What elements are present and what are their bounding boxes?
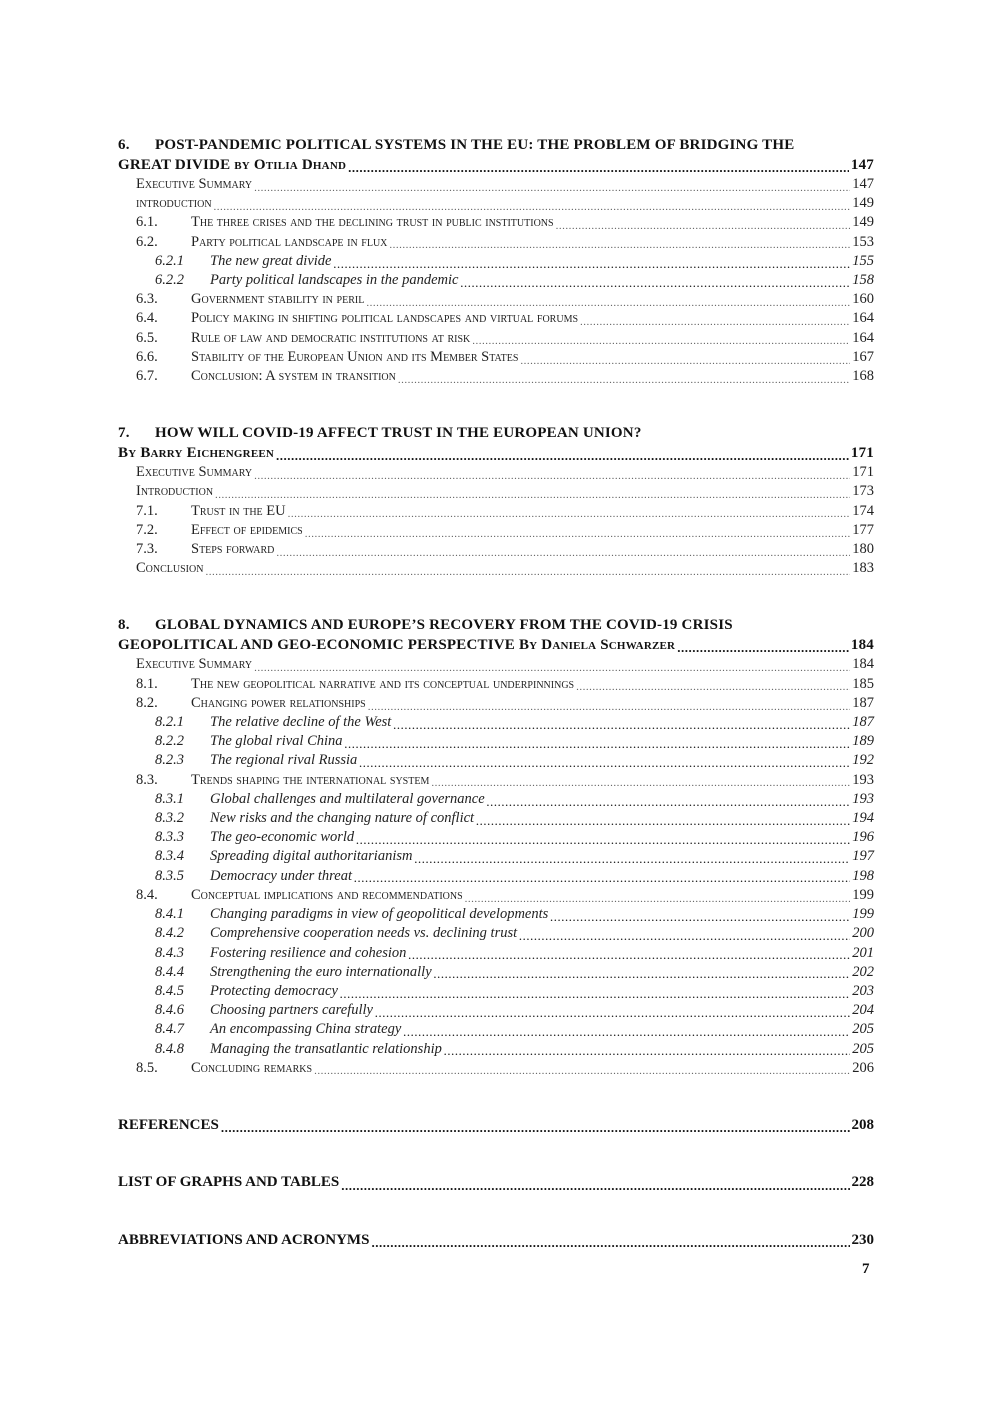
back-matter-title: ABBREVIATIONS AND ACRONYMS xyxy=(118,1231,370,1248)
page-ref: 147 xyxy=(852,176,874,192)
dot-leader xyxy=(550,910,850,925)
toc-entry[interactable] xyxy=(118,963,874,982)
toc-entry[interactable] xyxy=(118,329,874,348)
section-number: 6.3. xyxy=(136,291,158,308)
toc-entry[interactable] xyxy=(118,771,874,790)
page-ref: 168 xyxy=(852,368,874,385)
page-ref: 184 xyxy=(850,636,874,653)
dot-leader xyxy=(345,737,851,752)
toc-entry[interactable] xyxy=(118,847,874,866)
page-ref: 192 xyxy=(852,752,874,769)
section-number: 8.3.3 xyxy=(155,829,184,846)
toc-entry[interactable] xyxy=(118,502,874,521)
dot-leader xyxy=(677,640,849,655)
section-number: 8.4.4 xyxy=(155,963,184,980)
page-ref: 167 xyxy=(852,348,874,365)
dot-leader xyxy=(215,487,850,502)
chapter-section xyxy=(118,616,874,1077)
chapter-title-line xyxy=(118,424,874,444)
section-number: 6.2.2 xyxy=(155,272,184,289)
section-number: 6.1. xyxy=(136,214,158,231)
section-number: 8.3.5 xyxy=(155,867,184,884)
page-ref: 205 xyxy=(852,1021,874,1038)
dot-leader xyxy=(434,967,851,982)
dot-leader xyxy=(408,948,850,963)
toc-entry[interactable] xyxy=(118,271,874,290)
toc-entry[interactable] xyxy=(118,828,874,847)
section-number: 8.4. xyxy=(136,886,158,903)
page-ref: 200 xyxy=(852,925,874,942)
page-ref: 230 xyxy=(851,1231,874,1248)
chapter-title-cont: GREAT DIVIDE xyxy=(118,156,231,173)
dot-leader xyxy=(356,833,850,848)
author-name: Daniela Schwarzer xyxy=(541,636,676,653)
back-matter-entry[interactable] xyxy=(118,1231,874,1251)
section-title: Strengthening the euro internationally xyxy=(210,963,432,980)
toc-entry[interactable] xyxy=(118,540,874,559)
section-number: 7.1. xyxy=(136,502,158,519)
chapter-title: HOW WILL COVID-19 AFFECT TRUST IN THE EUROPEAN UNION? xyxy=(155,425,642,442)
toc-entry[interactable] xyxy=(118,521,874,540)
dot-leader xyxy=(205,564,850,579)
section-number: 8.3.1 xyxy=(155,790,184,807)
author-prefix: By xyxy=(518,636,538,653)
section-title: Fostering resilience and cohesion xyxy=(210,944,407,961)
section-title: Effect of epidemics xyxy=(191,521,303,538)
chapter-number: 6. xyxy=(118,137,130,153)
chapter-title: GLOBAL DYNAMICS AND EUROPE’S RECOVERY FROM THE COVID-19 CRISIS xyxy=(155,617,733,634)
chapter-heading[interactable] xyxy=(118,136,874,175)
toc-entry[interactable] xyxy=(118,675,874,694)
dot-leader xyxy=(371,1235,849,1250)
section-number: 8.4.3 xyxy=(155,944,184,961)
page-ref: 189 xyxy=(852,733,874,750)
back-matter-title: REFERENCES xyxy=(118,1116,219,1133)
author-prefix: by xyxy=(234,156,250,173)
page-ref: 203 xyxy=(852,982,874,999)
page-ref: 174 xyxy=(852,502,874,519)
dot-leader xyxy=(214,199,851,214)
page-ref: 196 xyxy=(852,829,874,846)
section-number: 8.4.8 xyxy=(155,1040,184,1057)
dot-leader xyxy=(580,314,850,329)
dot-leader xyxy=(375,1006,850,1021)
chapter-title-line xyxy=(118,136,874,156)
section-number: 8.4.5 xyxy=(155,982,184,999)
page-ref: 204 xyxy=(852,1002,874,1019)
page-ref: 202 xyxy=(852,963,874,980)
page-ref: 171 xyxy=(850,444,874,461)
section-title: Stability of the European Union and its Member States xyxy=(191,348,519,365)
section-title: introduction xyxy=(136,195,212,212)
page-ref: 153 xyxy=(852,233,874,250)
section-number: 7.2. xyxy=(136,521,158,538)
chapter-title-last-line xyxy=(118,156,874,176)
section-title: Party political landscapes in the pandemic xyxy=(210,272,459,289)
section-title: Trust in the EU xyxy=(191,502,286,519)
section-number: 8.3.2 xyxy=(155,810,184,827)
section-title: The new geopolitical narrative and its conceptual underpinnings xyxy=(191,675,575,692)
section-number: 8.4.2 xyxy=(155,925,184,942)
author-name: Barry Eichengreen xyxy=(140,444,275,461)
toc-entry[interactable] xyxy=(118,655,874,674)
section-title: Party political landscape in flux xyxy=(191,233,388,250)
section-number: 6.2. xyxy=(136,233,158,250)
dot-leader xyxy=(431,775,850,790)
dot-leader xyxy=(333,257,850,272)
dot-leader xyxy=(359,756,850,771)
toc-entry[interactable] xyxy=(118,482,874,501)
section-number: 8.2.2 xyxy=(155,733,184,750)
chapter-title-cont: GEOPOLITICAL AND GEO-ECONOMIC PERSPECTIVE xyxy=(118,636,516,653)
toc-entry[interactable] xyxy=(118,809,874,828)
section-title: Steps forward xyxy=(191,541,275,558)
section-title: The relative decline of the West xyxy=(210,714,392,731)
toc-entry[interactable] xyxy=(118,713,874,732)
page-ref: 194 xyxy=(852,810,874,827)
toc-entry[interactable] xyxy=(118,367,874,386)
dot-leader xyxy=(487,795,851,810)
dot-leader xyxy=(254,468,850,483)
dot-leader xyxy=(314,1063,850,1078)
page-ref: 180 xyxy=(852,541,874,558)
page-ref: 160 xyxy=(852,291,874,308)
author-prefix: By xyxy=(118,444,137,461)
page-ref: 171 xyxy=(852,464,874,481)
toc-entry[interactable] xyxy=(118,694,874,713)
toc-entry[interactable] xyxy=(118,1020,874,1039)
page-ref: 183 xyxy=(852,560,874,577)
section-title: New risks and the changing nature of conflict xyxy=(210,810,475,827)
chapter-title-last-line xyxy=(118,444,874,464)
chapter-title-last-line xyxy=(118,636,874,656)
section-title: Executive Summary xyxy=(136,176,253,192)
section-title: Concluding remarks xyxy=(191,1059,313,1076)
section-title: Policy making in shifting political landscapes and virtual forums xyxy=(191,310,579,327)
section-number: 8.4.6 xyxy=(155,1002,184,1019)
page-ref: 199 xyxy=(852,906,874,923)
chapter-title: POST-PANDEMIC POLITICAL SYSTEMS IN THE EU: THE PROBLEM OF BRIDGING THE xyxy=(155,137,795,153)
page-ref: 199 xyxy=(852,886,874,903)
page-ref: 149 xyxy=(852,195,874,212)
section-title: Managing the transatlantic relationship xyxy=(210,1040,442,1057)
toc-entry[interactable] xyxy=(118,463,874,482)
chapter-section xyxy=(118,424,874,578)
section-title: The three crises and the declining trust in public institutions xyxy=(191,214,554,231)
toc-entry[interactable] xyxy=(118,213,874,232)
section-title: The global rival China xyxy=(210,733,343,750)
section-title: Changing power relationships xyxy=(191,694,366,711)
dot-leader xyxy=(519,929,850,944)
dot-leader xyxy=(403,1025,850,1040)
dot-leader xyxy=(276,448,849,463)
toc-entry[interactable] xyxy=(118,233,874,252)
section-title: Executive Summary xyxy=(136,464,253,481)
section-title: Global challenges and multilateral governance xyxy=(210,790,485,807)
page-ref: 173 xyxy=(852,483,874,500)
toc-entry[interactable] xyxy=(118,252,874,271)
chapter-section xyxy=(118,136,874,386)
section-title: Conceptual implications and recommendations xyxy=(191,886,463,903)
dot-leader xyxy=(444,1044,850,1059)
section-title: The new great divide xyxy=(210,252,332,269)
section-number: 8.3. xyxy=(136,771,158,788)
page-ref: 158 xyxy=(852,272,874,289)
section-title: Protecting democracy xyxy=(210,982,338,999)
chapter-title-line xyxy=(118,616,874,636)
page-ref: 149 xyxy=(852,214,874,231)
page-ref: 193 xyxy=(852,790,874,807)
section-title: Comprehensive cooperation needs vs. declining trust xyxy=(210,925,518,942)
section-number: 6.4. xyxy=(136,310,158,327)
back-matter-title: LIST OF GRAPHS AND TABLES xyxy=(118,1174,340,1191)
section-title: Rule of law and democratic institutions at risk xyxy=(191,329,471,346)
section-title: Changing paradigms in view of geopolitical developments xyxy=(210,906,549,923)
dot-leader xyxy=(305,526,851,541)
page-ref: 205 xyxy=(852,1040,874,1057)
section-title: The regional rival Russia xyxy=(210,752,358,769)
section-number: 8.5. xyxy=(136,1059,158,1076)
dot-leader xyxy=(414,852,850,867)
toc-entry[interactable] xyxy=(118,1059,874,1078)
section-title: The geo-economic world xyxy=(210,829,355,846)
section-title: Choosing partners carefully xyxy=(210,1002,373,1019)
section-title: An encompassing China strategy xyxy=(210,1021,402,1038)
section-number: 8.2.3 xyxy=(155,752,184,769)
dot-leader xyxy=(254,180,850,195)
toc-entry[interactable] xyxy=(118,290,874,309)
dot-leader xyxy=(398,372,850,387)
toc-entry[interactable] xyxy=(118,309,874,328)
toc-entry[interactable] xyxy=(118,944,874,963)
dot-leader xyxy=(476,814,850,829)
chapter-number: 7. xyxy=(118,425,130,442)
dot-leader xyxy=(254,660,850,675)
page-ref: 164 xyxy=(852,329,874,346)
section-title: Government stability in peril xyxy=(191,291,365,308)
toc-entry[interactable] xyxy=(118,982,874,1001)
dot-leader xyxy=(221,1120,850,1135)
dot-leader xyxy=(276,545,850,560)
dot-leader xyxy=(348,160,849,175)
back-matter-entry[interactable] xyxy=(118,1173,874,1193)
page-number: 7 xyxy=(862,1261,870,1277)
dot-leader xyxy=(556,218,851,233)
dot-leader xyxy=(354,871,850,886)
toc-entry[interactable] xyxy=(118,905,874,924)
dot-leader xyxy=(341,1178,849,1193)
section-number: 6.6. xyxy=(136,348,158,365)
dot-leader xyxy=(460,276,850,291)
section-number: 8.1. xyxy=(136,675,158,692)
dot-leader xyxy=(389,237,850,252)
dot-leader xyxy=(520,353,850,368)
author-name: Otilia Dhand xyxy=(253,156,347,173)
toc-entry[interactable] xyxy=(118,790,874,809)
toc-entry[interactable] xyxy=(118,751,874,770)
page-ref: 206 xyxy=(852,1059,874,1076)
dot-leader xyxy=(393,718,850,733)
dot-leader xyxy=(340,987,850,1002)
page-ref: 177 xyxy=(852,521,874,538)
chapter-number: 8. xyxy=(118,617,130,634)
toc-entry[interactable] xyxy=(118,559,874,578)
toc-entry[interactable] xyxy=(118,1040,874,1059)
page-ref: 184 xyxy=(852,656,874,673)
dot-leader xyxy=(366,295,850,310)
section-title: Introduction xyxy=(136,483,214,500)
toc-entry[interactable] xyxy=(118,348,874,367)
page-ref: 147 xyxy=(850,156,874,173)
back-matter-entry[interactable] xyxy=(118,1116,874,1136)
page-ref: 197 xyxy=(852,848,874,865)
dot-leader xyxy=(288,506,851,521)
chapter-heading[interactable] xyxy=(118,616,874,655)
page-ref: 164 xyxy=(852,310,874,327)
dot-leader xyxy=(576,679,850,694)
section-number: 8.2.1 xyxy=(155,714,184,731)
toc-entry[interactable] xyxy=(118,175,874,194)
toc-entry[interactable] xyxy=(118,194,874,213)
section-number: 8.3.4 xyxy=(155,848,184,865)
section-number: 6.2.1 xyxy=(155,252,184,269)
toc-entry[interactable] xyxy=(118,732,874,751)
section-number: 7.3. xyxy=(136,541,158,558)
toc-entry[interactable] xyxy=(118,886,874,905)
page-ref: 228 xyxy=(851,1174,874,1191)
page-ref: 185 xyxy=(852,675,874,692)
section-title: Spreading digital authoritarianism xyxy=(210,848,413,865)
section-title: Democracy under threat xyxy=(210,867,353,884)
page-ref: 155 xyxy=(852,252,874,269)
section-number: 8.4.7 xyxy=(155,1021,184,1038)
chapter-heading[interactable] xyxy=(118,424,874,463)
page-ref: 208 xyxy=(851,1116,874,1133)
page-ref: 187 xyxy=(852,714,874,731)
toc-entry[interactable] xyxy=(118,924,874,943)
page-ref: 198 xyxy=(852,867,874,884)
dot-leader xyxy=(472,333,850,348)
section-number: 6.7. xyxy=(136,368,158,385)
section-title: Trends shaping the international system xyxy=(191,771,430,788)
dot-leader xyxy=(368,699,851,714)
section-title: Conclusion xyxy=(136,560,204,577)
section-number: 8.4.1 xyxy=(155,906,184,923)
toc-entry[interactable] xyxy=(118,1001,874,1020)
page-ref: 187 xyxy=(852,694,874,711)
section-number: 6.5. xyxy=(136,329,158,346)
section-title: Conclusion: A system in transition xyxy=(191,368,396,385)
section-number: 8.2. xyxy=(136,694,158,711)
page-ref: 193 xyxy=(852,771,874,788)
section-title: Executive Summary xyxy=(136,656,253,673)
table-of-contents xyxy=(118,136,874,1288)
dot-leader xyxy=(465,891,851,906)
toc-entry[interactable] xyxy=(118,867,874,886)
page-ref: 201 xyxy=(852,944,874,961)
